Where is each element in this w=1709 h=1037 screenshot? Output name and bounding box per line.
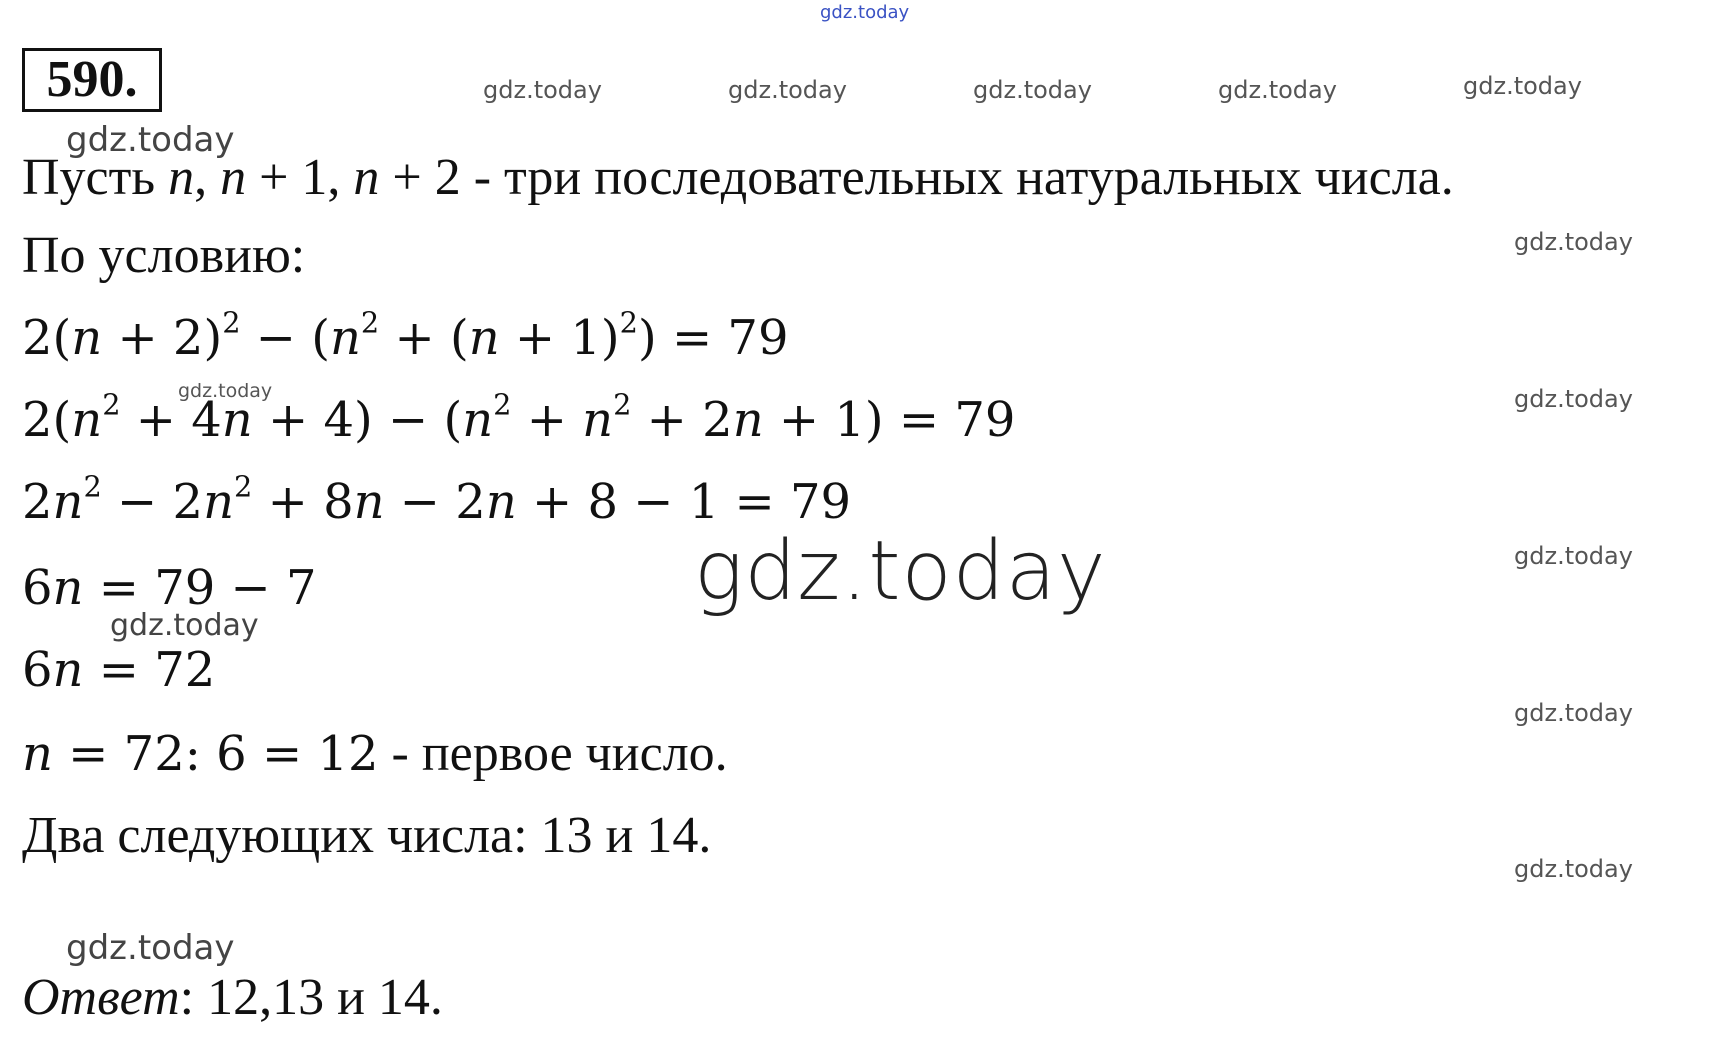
answer-label: Ответ <box>22 969 180 1026</box>
intro-line: Пусть n, n + 1, n + 2 - три последовательных натуральных числа. <box>22 149 1454 206</box>
watermark: gdz.today <box>728 76 847 104</box>
watermark: gdz.today <box>178 380 273 402</box>
equation-5: 6n = 72 <box>22 642 216 698</box>
watermark: gdz.today <box>1514 855 1633 883</box>
watermark: gdz.today <box>1218 76 1337 104</box>
watermark: gdz.today <box>820 2 910 23</box>
answer-line <box>22 968 443 1028</box>
equation-1: $2(n + 2)^2 - (n^2 + (n + 1)^2) = 79$ <box>22 305 789 366</box>
equation-6: n = 72: 6 = 12 - первое число. <box>22 725 728 782</box>
watermark: gdz.today <box>1463 72 1582 100</box>
intro-text: - три последовательных натуральных числа. <box>460 149 1454 206</box>
watermark: gdz.today <box>1514 542 1633 570</box>
equation-4: 6n = 79 − 7 <box>22 560 317 616</box>
next-numbers-line: Два следующих числа: 13 и 14. <box>22 807 712 864</box>
watermark: gdz.today <box>1514 699 1633 727</box>
equation-3: $2n^2 - 2n^2 + 8n - 2n + 8 - 1 = 79$ <box>22 469 852 530</box>
watermark: gdz.today <box>66 120 235 160</box>
watermark: gdz.today <box>1514 385 1633 413</box>
watermark-large: gdz.today <box>694 524 1107 619</box>
problem-number: 590. <box>22 48 162 112</box>
equation-2: $2(n^2 + 4n + 4) - (n^2 + n^2 + 2n + 1) = 79$ <box>22 387 1016 448</box>
condition-line: По условию: <box>22 227 306 284</box>
watermark: gdz.today <box>483 76 602 104</box>
watermark: gdz.today <box>66 928 235 968</box>
watermark: gdz.today <box>973 76 1092 104</box>
watermark: gdz.today <box>1514 228 1633 256</box>
answer-value: : 12,13 и 14. <box>179 969 443 1026</box>
watermark: gdz.today <box>110 608 259 643</box>
